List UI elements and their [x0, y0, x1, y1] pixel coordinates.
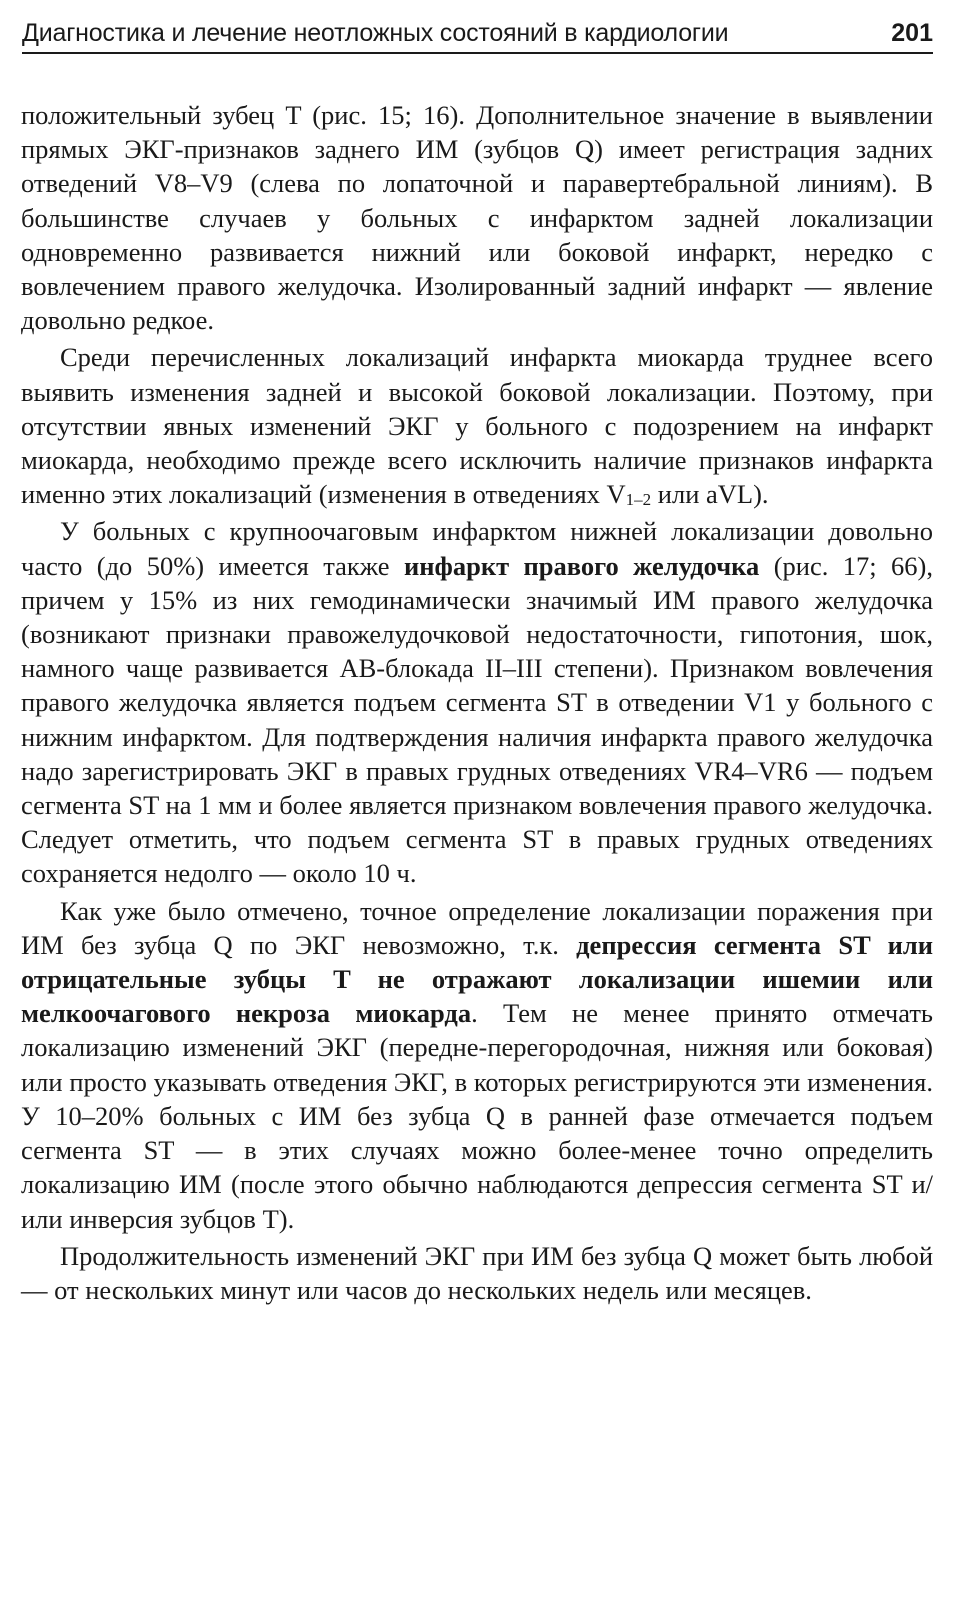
text-run: Продолжительность изменений ЭКГ при ИМ без зубца Q может быть любой — от нескольких минут или часов до нескольких недель или месяцев. [21, 1240, 933, 1305]
paragraph [21, 894, 933, 1236]
paragraph [21, 514, 933, 890]
emphasized-text: депрессия сегмента ST или отрицательные зубцы T не отражают локализации ишемии или мелкоочагового некроза миокарда [21, 929, 933, 1029]
paragraph [21, 1239, 933, 1307]
paragraph [21, 98, 933, 337]
running-header [22, 14, 933, 54]
subscript-text: 1–2 [625, 490, 652, 510]
text-run: (рис. 17; 66), причем у 15% из них гемодинамически значимый ИМ правого желудочка (возникают признаки правожелудочковой недостаточности, гипотония, шок, намного чаще развивается АВ-блокада II–III степени). Признаком вовлечения правого желудочка является подъем сегмента ST в отведении V1 у больного с нижним инфарктом. Для подтверждения наличия инфаркта правого желудочка надо зарегистрировать ЭКГ в правых грудных отведениях VR4–VR6 — подъем сегмента ST на 1 мм и более является признаком вовлечения правого желудочка. Следует отметить, что подъем сегмента ST в правых грудных отведениях сохраняется недолго — около 10 ч. [21, 550, 933, 889]
running-title: Диагностика и лечение неотложных состояний в кардиологии [22, 19, 729, 47]
page-number: 201 [891, 19, 933, 47]
text-run: положительный зубец T (рис. 15; 16). Дополнительное значение в выявлении прямых ЭКГ-признаков заднего ИМ (зубцов Q) имеет регистрация задних отведений V8–V9 (слева по лопаточной и паравертебральной линиям). В большинстве случаев у больных с инфарктом задней локализации одновременно развивается нижний или боковой инфаркт, нередко с вовлечением правого желудочка. Изолированный задний инфаркт — явление довольно редкое. [21, 100, 933, 336]
text-run: . Тем не менее принято отмечать локализацию изменений ЭКГ (передне-перегородочная, нижняя или боковая) или просто указывать отведения ЭКГ, в которых регистрируются эти изменения. У 10–20% больных с ИМ без зубца Q в ранней фазе отмечается подъем сегмента ST — в этих случаях можно более-менее точно определить локализацию ИМ (после этого обычно наблюдаются депрессия сегмента ST и/или инверсия зубцов T). [21, 998, 933, 1234]
body-text [21, 98, 933, 1310]
text-run: или aVL). [651, 479, 769, 510]
emphasized-text: инфаркт правого желудочка [403, 550, 760, 581]
text-run: У больных с крупноочаговым инфарктом нижней локализации довольно часто (до 50%) имеется также [21, 516, 933, 581]
paragraph [21, 340, 933, 511]
text-run: Как уже было отмечено, точное определение локализации поражения при ИМ без зубца Q по ЭКГ невозможно, т.к. [21, 895, 933, 960]
text-run: Среди перечисленных локализаций инфаркта миокарда труднее всего выявить изменения задней и высокой боковой локализации. Поэтому, при отсутствии явных изменений ЭКГ у больного с подозрением на инфаркт миокарда, необходимо прежде всего исключить наличие признаков инфаркта именно этих локализаций (изменения в отведениях V [21, 342, 933, 510]
